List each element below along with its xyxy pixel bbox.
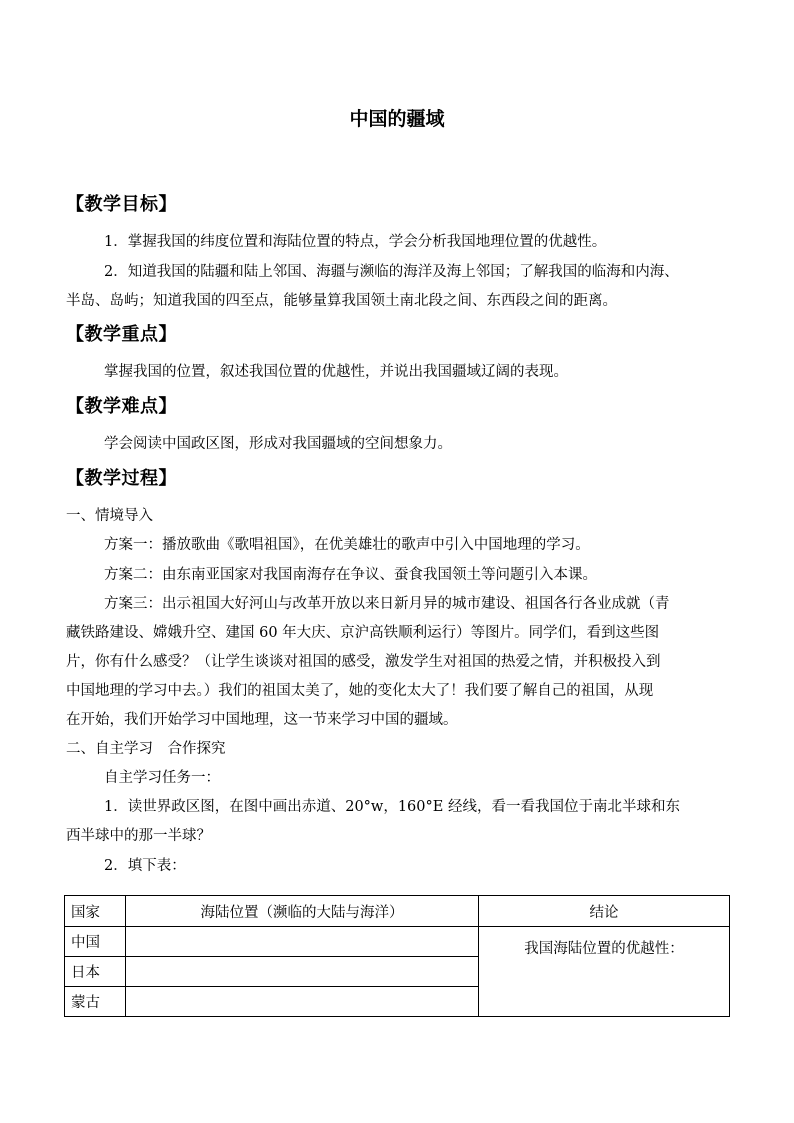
plan-3-line-1: 方案三：出示祖国大好河山与改革开放以来日新月异的城市建设、祖国各行各业成就（青 [104,596,670,612]
task-1-question-1-line-2: 西半球中的那一半球？ [66,828,211,844]
header-country: 国家 [65,896,126,927]
process-heading: 【教学过程】 [66,468,177,489]
plan-3-line-2: 藏铁路建设、嫦娥升空、建国 60 年大庆、京沪高铁顺利运行）等图片。同学们，看到这些图 [66,625,660,641]
row-position-cell[interactable] [126,987,479,1017]
part-1-heading: 一、情境导入 [66,508,153,524]
row-country-mongolia: 蒙古 [65,987,126,1017]
task-1-question-2: 2．填下表： [104,858,186,874]
plan-3-line-3: 片，你有什么感受？（让学生谈谈对祖国的感受，激发学生对祖国的热爱之情，并积极投入到 [66,654,661,670]
table-row [65,927,730,957]
part-2-heading: 二、自主学习 合作探究 [66,741,226,757]
plan-1: 方案一：播放歌曲《歌唱祖国》，在优美雄壮的歌声中引入中国地理的学习。 [104,537,590,553]
table-header-row [65,896,730,927]
goal-1: 1．掌握我国的纬度位置和海陆位置的特点，学会分析我国地理位置的优越性。 [104,234,607,250]
page-title: 中国的疆域 [349,108,445,130]
task-1-heading: 自主学习任务一： [104,770,220,786]
header-conclusion: 结论 [479,896,730,927]
plan-3-line-5: 在开始，我们开始学习中国地理，这一节来学习中国的疆域。 [66,712,458,728]
difficult-points-text: 学会阅读中国政区图，形成对我国疆域的空间想象力。 [104,436,452,452]
plan-2: 方案二：由东南亚国家对我国南海存在争议、蚕食我国领土等问题引入本课。 [104,567,597,583]
key-points-heading: 【教学重点】 [66,324,177,345]
task-1-question-1-line-1: 1．读世界政区图，在图中画出赤道、20°w，160°E 经线，看一看我国位于南北半球和东 [104,799,680,815]
row-position-cell[interactable] [126,957,479,987]
row-position-cell[interactable] [126,927,479,957]
header-position: 海陆位置（濒临的大陆与海洋） [126,896,479,927]
conclusion-cell[interactable]: 我国海陆位置的优越性： [479,927,730,1017]
row-country-china: 中国 [65,927,126,957]
goal-2-line-2: 半岛、岛屿；知道我国的四至点，能够量算我国领土南北段之间、东西段之间的距离。 [66,293,617,309]
key-points-text: 掌握我国的位置，叙述我国位置的优越性，并说出我国疆域辽阔的表现。 [104,364,568,380]
plan-3-line-4: 中国地理的学习中去。）我们的祖国太美了，她的变化太大了！我们要了解自己的祖国，从现 [66,683,654,699]
position-table [64,895,730,1017]
goals-heading: 【教学目标】 [66,194,177,215]
row-country-japan: 日本 [65,957,126,987]
difficult-points-heading: 【教学难点】 [66,396,177,417]
goal-2-line-1: 2．知道我国的陆疆和陆上邻国、海疆与濒临的海洋及海上邻国；了解我国的临海和内海、 [104,264,679,280]
